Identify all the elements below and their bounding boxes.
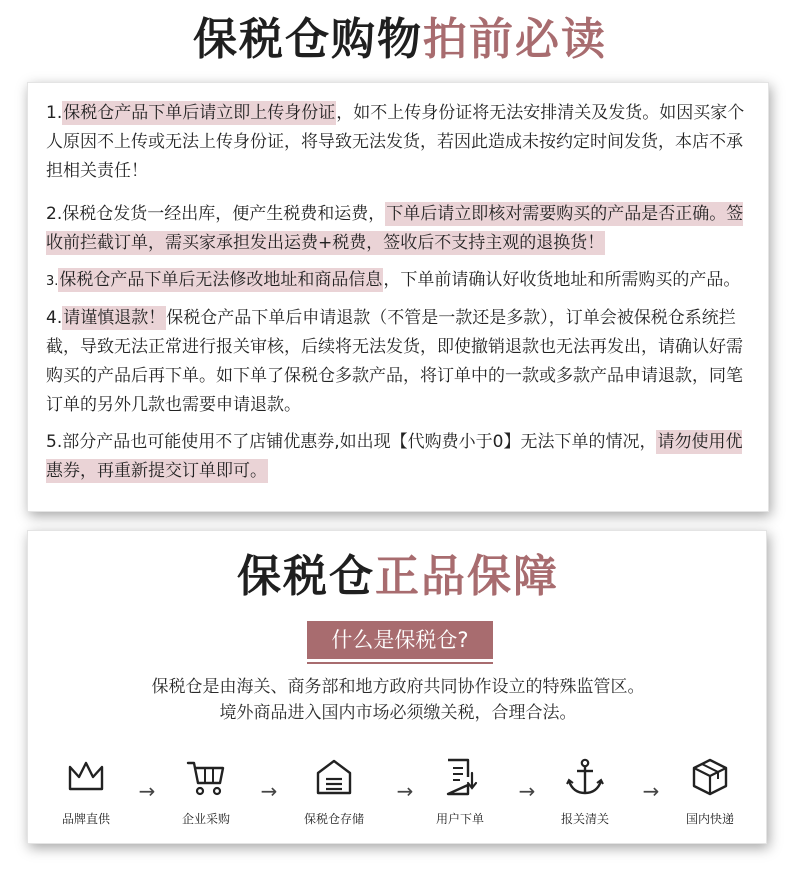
item-number: 1. <box>46 103 63 123</box>
badge-underline <box>307 662 493 664</box>
arrow-icon: → <box>396 779 414 803</box>
highlight-text: 保税仓产品下单后无法修改地址和商品信息 <box>59 270 383 290</box>
highlight-text: 下单后请立即核对需要购买的产品是否正确。签收前拦截订单，需买家承担发出运费+税费，签收后不支持主观的退换货！ <box>46 204 744 253</box>
notice-item-1 <box>46 99 754 186</box>
item-number: 3. <box>46 274 59 289</box>
guarantee-title-dark: 保税仓 <box>237 551 375 602</box>
item-number: 4. <box>46 308 63 328</box>
step-brand-supply <box>36 749 136 827</box>
arrow-icon: → <box>260 779 278 803</box>
body-text: ，下单前请确认好收货地址和所需购买的产品。 <box>383 270 741 290</box>
arrow-icon: → <box>518 779 536 803</box>
arrow-icon: → <box>642 779 660 803</box>
step-user-order <box>410 749 510 827</box>
step-customs-clearance <box>535 749 635 827</box>
item-number: 5. <box>46 432 63 452</box>
process-flow <box>28 749 768 829</box>
cart-icon <box>184 755 228 799</box>
page-title <box>0 10 800 70</box>
step-label: 国内快递 <box>685 812 734 826</box>
notice-item-5 <box>46 428 754 486</box>
highlight-text: 保税仓产品下单后请立即上传身份证 <box>63 103 336 123</box>
guarantee-title <box>28 549 768 605</box>
step-label: 企业采购 <box>181 812 230 826</box>
order-form-icon <box>438 755 482 799</box>
title-accent-part: 拍前必读 <box>423 14 607 65</box>
package-icon <box>688 755 732 799</box>
notice-item-4 <box>46 304 754 420</box>
highlight-text: 请勿使用优惠券，再重新提交订单即可。 <box>46 432 743 481</box>
body-text: 保税仓发货一经出库，便产生税费和运费， <box>62 204 386 224</box>
step-label: 用户下单 <box>435 812 484 826</box>
body-text: ，如不上传身份证将无法安排清关及发货。如因买家个人原因不上传或无法上传身份证，将导致无法发货，若因此造成未按约定时间发货，本店不承担相关责任！ <box>46 103 745 181</box>
guarantee-card <box>27 530 767 844</box>
arrow-icon: → <box>138 779 156 803</box>
warehouse-icon <box>312 755 356 799</box>
step-label: 保税仓存储 <box>303 812 364 826</box>
body-text: 保税仓产品下单后申请退款（不管是一款还是多款），订单会被保税仓系统拦截，导致无法正常进行报关审核，后续将无法发货，即使撤销退款也无法再发出，请确认好需购买的产品后再下单。如下单了保税仓多款产品，将订单中的一款或多款产品申请退款，同笔订单的另外几款也需要申请退款。 <box>46 308 743 415</box>
title-dark-part: 保税仓购物 <box>193 14 423 65</box>
definition-text: 保税仓是由海关、商务部和地方政府共同协作设立的特殊监管区。 <box>151 677 645 697</box>
what-is-bonded-badge: 什么是保税仓? <box>307 621 493 659</box>
step-enterprise-purchase <box>156 749 256 827</box>
notice-item-2 <box>46 200 754 258</box>
step-label: 品牌直供 <box>61 812 110 826</box>
notice-item-3 <box>46 266 754 296</box>
step-label: 报关清关 <box>560 812 609 826</box>
guarantee-title-accent: 正品保障 <box>375 551 559 602</box>
item-number: 2. <box>46 204 63 224</box>
notice-card <box>27 82 769 512</box>
step-domestic-delivery <box>660 749 760 827</box>
step-bonded-storage <box>284 749 384 827</box>
highlight-text: 请谨慎退款！ <box>63 308 166 328</box>
tax-text: 境外商品进入国内市场必须缴关税，合理合法。 <box>219 703 577 723</box>
anchor-icon <box>563 755 607 799</box>
crown-icon <box>64 755 108 799</box>
body-text: 部分产品也可能使用不了店铺优惠券,如出现【代购费小于0】无法下单的情况， <box>62 432 657 452</box>
